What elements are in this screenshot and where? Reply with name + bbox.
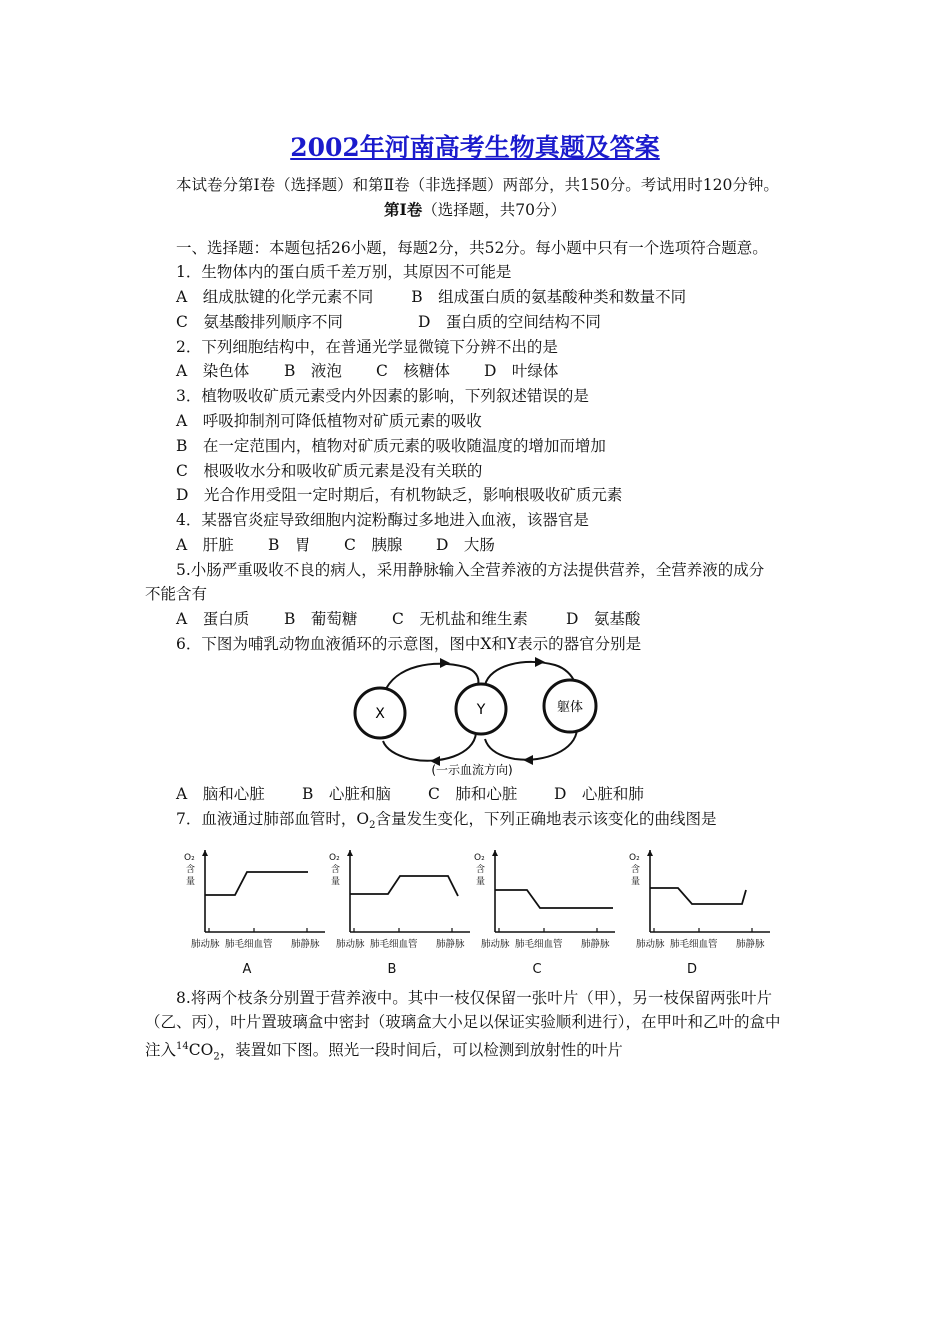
q5-options	[176, 609, 640, 629]
q6-option-d: D 心脏和肺	[554, 785, 644, 803]
graph-3-xlabel-1: 肺毛细血管	[670, 939, 718, 950]
q4-stem: 4．某器官炎症导致细胞内淀粉酶过多地进入血液，该器官是	[176, 511, 589, 529]
graph-0-xlabel-0: 肺动脉	[191, 939, 220, 950]
q4-option-a: A 肝脏	[176, 536, 234, 554]
q5-option-d: D 氨基酸	[566, 610, 641, 628]
q5-stem-line2: 不能含有	[145, 585, 208, 603]
graph-3-ylabel-liang: 量	[631, 877, 641, 887]
document-title[interactable]: 2002年河南高考生物真题及答案	[290, 133, 660, 162]
graph-1-ylabel-o2: O₂	[329, 853, 340, 863]
graph-1-option-label: B	[387, 962, 397, 977]
node-x-label: X	[375, 706, 385, 722]
q8-line3-sup: 14	[176, 1041, 189, 1052]
node-y-label: Y	[476, 702, 486, 718]
q7-stem	[176, 809, 716, 836]
q8-line3-co: CO	[188, 1041, 214, 1060]
q4-option-d: D 大肠	[436, 536, 495, 554]
graph-0-ylabel-liang: 量	[186, 877, 196, 887]
graph-2-o2-curve	[495, 890, 613, 908]
node-body-label: 躯体	[556, 700, 584, 715]
q6-option-c: C 肺和心脏	[428, 785, 518, 803]
graph-2-ylabel-o2: O₂	[474, 853, 485, 863]
graph-3-xlabel-0: 肺动脉	[636, 939, 665, 950]
q6-option-a: A 脑和心脏	[176, 785, 265, 803]
graph-2-ylabel-han: 含	[476, 865, 486, 875]
q3-option-b: B 在一定范围内，植物对矿质元素的吸收随温度的增加而增加	[176, 437, 606, 455]
graph-3-xlabel-2: 肺静脉	[736, 939, 765, 950]
graph-1-o2-curve	[350, 876, 458, 896]
q3-stem: 3．植物吸收矿质元素受内外因素的影响，下列叙述错误的是	[176, 387, 589, 405]
q8-line3-pre: 注入	[145, 1041, 177, 1060]
q6-stem: 6．下图为哺乳动物血液循环的示意图，图中X和Y表示的器官分别是	[176, 635, 642, 653]
q6-options	[176, 784, 644, 804]
q3-option-c: C 根吸收水分和吸收矿质元素是没有关联的	[176, 462, 483, 480]
graph-3-y-arrow	[647, 850, 653, 856]
loop-arc-lower-left	[383, 733, 476, 761]
q5-option-b: B 葡萄糖	[284, 610, 358, 628]
q7-stem-sub: 2	[369, 820, 376, 832]
graph-1-xlabel-0: 肺动脉	[336, 939, 365, 950]
graph-0-ylabel-o2: O₂	[184, 853, 195, 863]
q8-line3-sub: 2	[213, 1051, 220, 1063]
q8-line1: 8.将两个枝条分别置于营养液中。其中一枝仅保留一张叶片（甲），另一枝保留两张叶片	[176, 989, 773, 1007]
q1-options-ab	[176, 287, 686, 307]
q7-stem-pre: 7．血液通过肺部血管时，O	[176, 810, 370, 828]
graph-0-xlabel-2: 肺静脉	[291, 939, 320, 950]
volume1-heading	[0, 200, 950, 220]
arrow-upper-left	[440, 658, 450, 668]
arrow-lower-right	[523, 755, 533, 765]
o2-curve-graphs	[165, 840, 785, 980]
q1-option-a: A 组成肽键的化学元素不同	[176, 288, 374, 306]
volume1-title-bold: 第Ⅰ卷	[384, 200, 423, 219]
q8-line3	[145, 1037, 623, 1067]
q4-options	[176, 535, 495, 555]
q7-stem-post: 含量发生变化，下列正确地表示该变化的曲线图是	[375, 810, 717, 828]
volume1-title-rest: （选择题，共70分）	[422, 201, 566, 219]
graph-1-ylabel-liang: 量	[331, 877, 341, 887]
graph-0-o2-curve	[205, 872, 308, 895]
graph-3-o2-curve	[650, 888, 746, 904]
q5-option-c: C 无机盐和维生素	[392, 610, 528, 628]
q2-option-d: D 叶绿体	[484, 362, 559, 380]
q5-option-a: A 蛋白质	[176, 610, 250, 628]
q1-option-c: C 氨基酸排列顺序不同	[176, 313, 343, 331]
graph-0-xlabel-1: 肺毛细血管	[225, 939, 273, 950]
graph-2-y-arrow	[492, 850, 498, 856]
graph-2-option-label: C	[532, 962, 542, 977]
q2-options	[176, 361, 558, 381]
q1-options-cd	[176, 312, 601, 332]
q2-option-b: B 液泡	[284, 362, 342, 380]
loop-arc-lower-right	[485, 729, 577, 760]
q3-option-d: D 光合作用受阻一定时期后，有机物缺乏，影响根吸收矿质元素	[176, 486, 623, 504]
graph-2-xlabel-1: 肺毛细血管	[515, 939, 563, 950]
graph-1-xlabel-1: 肺毛细血管	[370, 939, 418, 950]
graph-0-option-label: A	[242, 962, 252, 977]
intro-text: 本试卷分第Ⅰ卷（选择题）和第Ⅱ卷（非选择题）两部分，共150分。考试用时120分钟。	[176, 176, 779, 194]
arrow-upper-right	[535, 657, 545, 667]
graph-0-ylabel-han: 含	[186, 865, 196, 875]
q1-option-b: B 组成蛋白质的氨基酸种类和数量不同	[411, 288, 687, 306]
q8-line2: （乙、丙），叶片置玻璃盒中密封（玻璃盒大小足以保证实验顺利进行），在甲叶和乙叶的盒中	[145, 1013, 781, 1031]
graph-3-ylabel-han: 含	[631, 865, 641, 875]
q8-line3-post: ，装置如下图。照光一段时间后，可以检测到放射性的叶片	[219, 1041, 623, 1060]
q1-option-d: D 蛋白质的空间结构不同	[418, 313, 601, 331]
q4-option-c: C 胰腺	[344, 536, 403, 554]
section1-instructions: 一、选择题：本题包括26小题，每题2分，共52分。每小题中只有一个选项符合题意。	[176, 239, 768, 257]
graph-1-xlabel-2: 肺静脉	[436, 939, 465, 950]
q2-stem: 2．下列细胞结构中，在普通光学显微镜下分辨不出的是	[176, 338, 558, 356]
graph-2-ylabel-liang: 量	[476, 877, 486, 887]
circulation-diagram	[350, 655, 610, 780]
graph-3-option-label: D	[686, 962, 698, 977]
graph-1-ylabel-han: 含	[331, 865, 341, 875]
graph-3-ylabel-o2: O₂	[629, 853, 640, 863]
diagram-caption: (一示血流方向)	[431, 763, 513, 777]
q2-option-a: A 染色体	[176, 362, 250, 380]
graph-0-y-arrow	[202, 850, 208, 856]
graph-2-xlabel-0: 肺动脉	[481, 939, 510, 950]
q2-option-c: C 核糖体	[376, 362, 450, 380]
graph-2-xlabel-2: 肺静脉	[581, 939, 610, 950]
graph-1-y-arrow	[347, 850, 353, 856]
q5-stem-line1: 5.小肠严重吸收不良的病人，采用静脉输入全营养液的方法提供营养，全营养液的成分	[176, 561, 765, 579]
q6-option-b: B 心脏和脑	[302, 785, 391, 803]
q4-option-b: B 胃	[268, 536, 311, 554]
q3-option-a: A 呼吸抑制剂可降低植物对矿质元素的吸收	[176, 412, 482, 430]
q1-stem: 1．生物体内的蛋白质千差万别，其原因不可能是	[176, 263, 512, 281]
